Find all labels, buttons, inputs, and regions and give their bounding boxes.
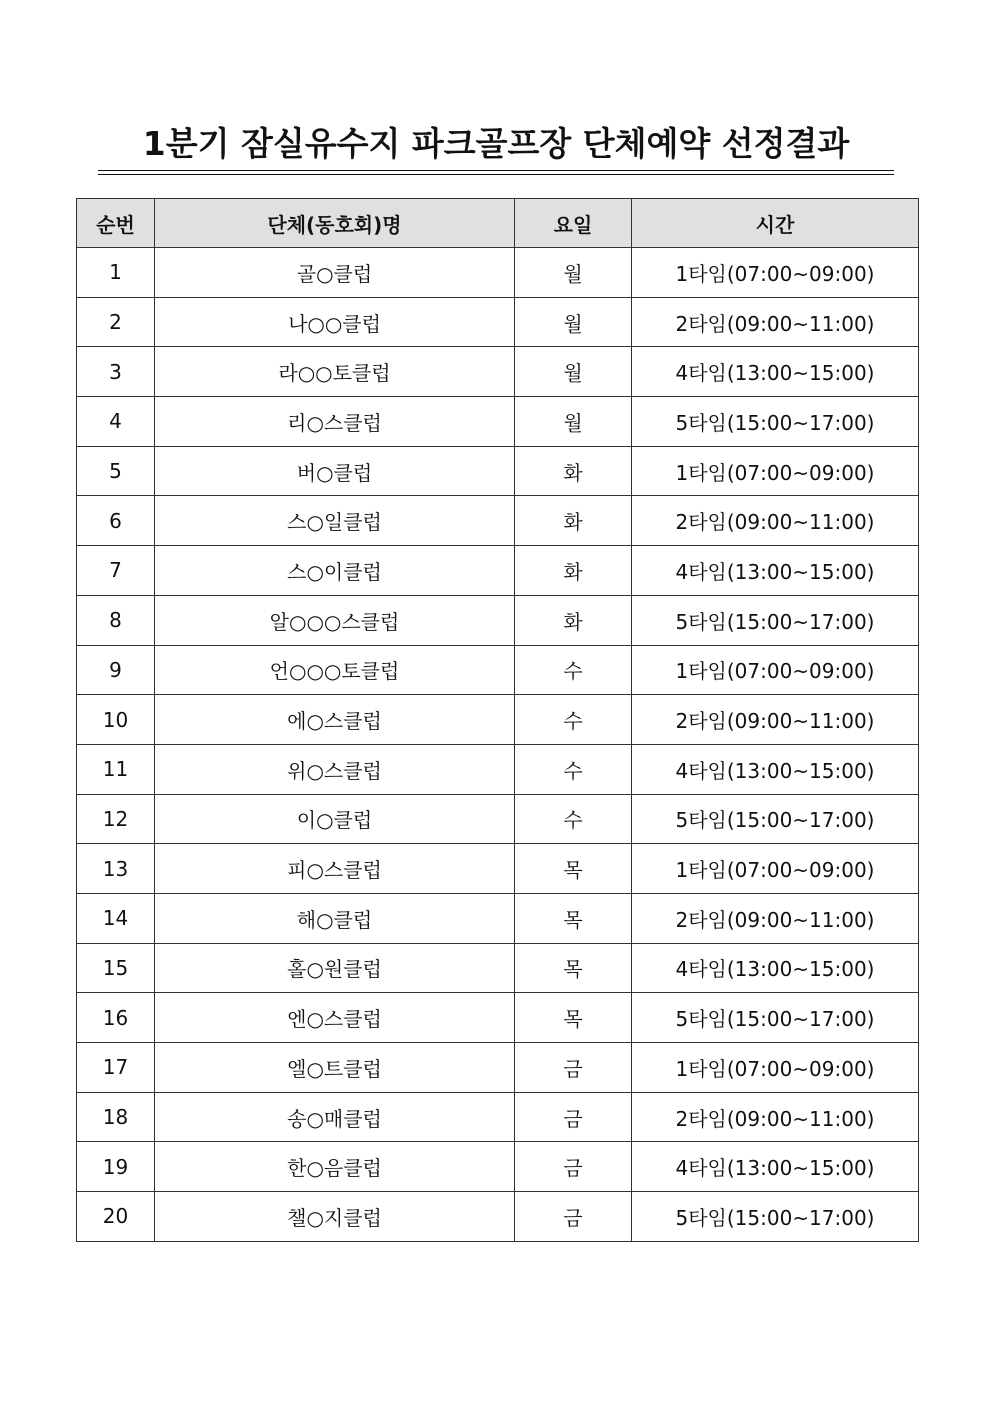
header-time: 시간 <box>632 199 919 248</box>
cell-no: 6 <box>77 496 155 546</box>
cell-group-name: 이○클럽 <box>155 794 515 844</box>
cell-day: 화 <box>515 595 632 645</box>
table-row <box>77 893 919 943</box>
cell-no: 7 <box>77 546 155 596</box>
cell-group-name: 엔○스클럽 <box>155 993 515 1043</box>
cell-time: 2타임(09:00~11:00) <box>632 695 919 745</box>
cell-group-name: 위○스클럽 <box>155 744 515 794</box>
cell-no: 17 <box>77 1043 155 1093</box>
cell-no: 8 <box>77 595 155 645</box>
cell-time: 2타임(09:00~11:00) <box>632 893 919 943</box>
cell-day: 수 <box>515 695 632 745</box>
cell-group-name: 엘○트클럽 <box>155 1043 515 1093</box>
cell-day: 수 <box>515 744 632 794</box>
cell-no: 14 <box>77 893 155 943</box>
cell-group-name: 버○클럽 <box>155 446 515 496</box>
cell-no: 1 <box>77 248 155 298</box>
header-group-name: 단체(동호회)명 <box>155 199 515 248</box>
cell-group-name: 홀○원클럽 <box>155 943 515 993</box>
cell-day: 금 <box>515 1092 632 1142</box>
cell-time: 1타임(07:00~09:00) <box>632 446 919 496</box>
table-row <box>77 248 919 298</box>
cell-no: 15 <box>77 943 155 993</box>
selection-results-table <box>76 198 919 1242</box>
cell-no: 11 <box>77 744 155 794</box>
table-row <box>77 1043 919 1093</box>
cell-day: 월 <box>515 347 632 397</box>
cell-day: 월 <box>515 397 632 447</box>
table-row <box>77 347 919 397</box>
table-row <box>77 844 919 894</box>
table-row <box>77 993 919 1043</box>
cell-group-name: 알○○○스클럽 <box>155 595 515 645</box>
cell-time: 4타임(13:00~15:00) <box>632 1142 919 1192</box>
table-row <box>77 446 919 496</box>
cell-no: 4 <box>77 397 155 447</box>
document-title: 1분기 잠실유수지 파크골프장 단체예약 선정결과 <box>142 124 850 163</box>
cell-day: 금 <box>515 1192 632 1242</box>
cell-time: 4타임(13:00~15:00) <box>632 546 919 596</box>
cell-time: 1타임(07:00~09:00) <box>632 248 919 298</box>
cell-time: 4타임(13:00~15:00) <box>632 744 919 794</box>
table-row <box>77 496 919 546</box>
cell-time: 4타임(13:00~15:00) <box>632 347 919 397</box>
cell-day: 수 <box>515 645 632 695</box>
table-row <box>77 744 919 794</box>
table-row <box>77 1092 919 1142</box>
cell-day: 목 <box>515 943 632 993</box>
cell-time: 5타임(15:00~17:00) <box>632 397 919 447</box>
cell-time: 4타임(13:00~15:00) <box>632 943 919 993</box>
cell-group-name: 챌○지클럽 <box>155 1192 515 1242</box>
table-row <box>77 943 919 993</box>
cell-time: 1타임(07:00~09:00) <box>632 844 919 894</box>
cell-no: 20 <box>77 1192 155 1242</box>
cell-day: 월 <box>515 297 632 347</box>
table-body <box>77 248 919 1242</box>
cell-group-name: 에○스클럽 <box>155 695 515 745</box>
cell-no: 10 <box>77 695 155 745</box>
cell-time: 2타임(09:00~11:00) <box>632 1092 919 1142</box>
cell-group-name: 골○클럽 <box>155 248 515 298</box>
cell-time: 1타임(07:00~09:00) <box>632 1043 919 1093</box>
cell-time: 1타임(07:00~09:00) <box>632 645 919 695</box>
cell-group-name: 언○○○토클럽 <box>155 645 515 695</box>
table-row <box>77 546 919 596</box>
cell-time: 5타임(15:00~17:00) <box>632 1192 919 1242</box>
cell-time: 2타임(09:00~11:00) <box>632 496 919 546</box>
cell-day: 화 <box>515 496 632 546</box>
cell-group-name: 피○스클럽 <box>155 844 515 894</box>
cell-no: 3 <box>77 347 155 397</box>
table-row <box>77 645 919 695</box>
cell-group-name: 리○스클럽 <box>155 397 515 447</box>
cell-no: 12 <box>77 794 155 844</box>
cell-group-name: 나○○클럽 <box>155 297 515 347</box>
table-row <box>77 1142 919 1192</box>
title-underline-secondary <box>98 174 894 175</box>
cell-no: 5 <box>77 446 155 496</box>
table-row <box>77 1192 919 1242</box>
cell-day: 목 <box>515 893 632 943</box>
cell-time: 2타임(09:00~11:00) <box>632 297 919 347</box>
cell-time: 5타임(15:00~17:00) <box>632 993 919 1043</box>
cell-day: 금 <box>515 1043 632 1093</box>
cell-day: 수 <box>515 794 632 844</box>
cell-no: 9 <box>77 645 155 695</box>
cell-group-name: 라○○토클럽 <box>155 347 515 397</box>
cell-time: 5타임(15:00~17:00) <box>632 794 919 844</box>
cell-no: 18 <box>77 1092 155 1142</box>
cell-day: 화 <box>515 446 632 496</box>
table-row <box>77 794 919 844</box>
cell-day: 금 <box>515 1142 632 1192</box>
cell-no: 13 <box>77 844 155 894</box>
cell-time: 5타임(15:00~17:00) <box>632 595 919 645</box>
header-day: 요일 <box>515 199 632 248</box>
table-row <box>77 595 919 645</box>
table-row <box>77 397 919 447</box>
cell-group-name: 한○음클럽 <box>155 1142 515 1192</box>
cell-no: 19 <box>77 1142 155 1192</box>
cell-group-name: 스○이클럽 <box>155 546 515 596</box>
title-underline <box>98 170 894 171</box>
table-row <box>77 695 919 745</box>
cell-day: 화 <box>515 546 632 596</box>
cell-day: 목 <box>515 844 632 894</box>
cell-group-name: 해○클럽 <box>155 893 515 943</box>
table-row <box>77 297 919 347</box>
header-no: 순번 <box>77 199 155 248</box>
cell-day: 월 <box>515 248 632 298</box>
cell-group-name: 스○일클럽 <box>155 496 515 546</box>
cell-no: 16 <box>77 993 155 1043</box>
cell-group-name: 송○매클럽 <box>155 1092 515 1142</box>
table-header-row <box>77 199 919 248</box>
cell-no: 2 <box>77 297 155 347</box>
cell-day: 목 <box>515 993 632 1043</box>
